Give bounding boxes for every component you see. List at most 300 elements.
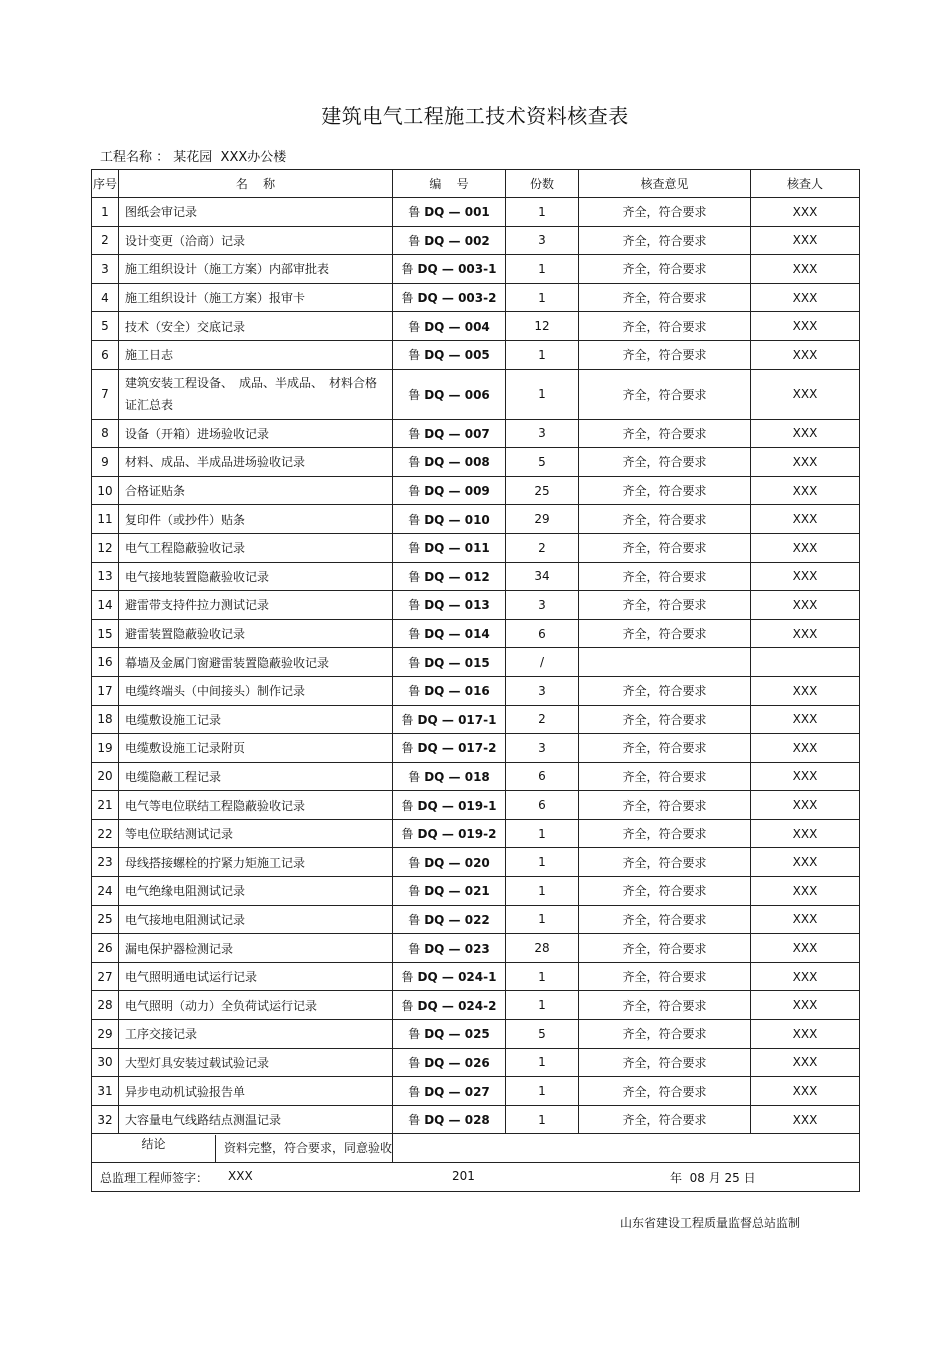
row-seq: 30: [92, 1048, 119, 1077]
row-opinion: 齐全，符合要求: [579, 676, 751, 705]
row-checker: XXX: [751, 340, 860, 369]
row-name: 电缆终端头（中间接头）制作记录: [119, 676, 393, 705]
row-copies: 1: [506, 1077, 579, 1106]
row-copies: 5: [506, 448, 579, 477]
row-checker: XXX: [751, 905, 860, 934]
row-code-prefix: 鲁: [408, 348, 421, 363]
row-code: [393, 312, 506, 341]
row-name: 电气绝缘电阻测试记录: [119, 877, 393, 906]
row-seq: 25: [92, 905, 119, 934]
row-code-prefix: 鲁: [401, 291, 414, 306]
row-copies: 3: [506, 226, 579, 255]
row-code-prefix: 鲁: [408, 387, 421, 402]
row-name: 电缆敷设施工记录附页: [119, 734, 393, 763]
table-row: [92, 991, 860, 1020]
signature-name: XXX: [228, 1169, 253, 1183]
row-opinion: 齐全，符合要求: [579, 226, 751, 255]
row-code: [393, 448, 506, 477]
row-copies: 1: [506, 848, 579, 877]
table-row: [92, 1048, 860, 1077]
row-checker: XXX: [751, 226, 860, 255]
row-code-prefix: 鲁: [408, 912, 421, 927]
row-copies: 28: [506, 934, 579, 963]
row-name: 电缆隐蔽工程记录: [119, 762, 393, 791]
row-code: [393, 562, 506, 591]
row-checker: XXX: [751, 877, 860, 906]
row-code: [393, 762, 506, 791]
row-copies: 29: [506, 505, 579, 534]
row-name: 幕墙及金属门窗避雷装置隐蔽验收记录: [119, 648, 393, 677]
row-opinion: 齐全，符合要求: [579, 734, 751, 763]
row-seq: 19: [92, 734, 119, 763]
row-code: [393, 255, 506, 284]
row-opinion: [579, 648, 751, 677]
row-code-prefix: 鲁: [408, 655, 421, 670]
row-code: [393, 676, 506, 705]
row-code-number: DQ — 005: [424, 348, 490, 363]
row-code-prefix: 鲁: [401, 827, 414, 842]
conclusion-row: [92, 1134, 860, 1163]
row-seq: 17: [92, 676, 119, 705]
row-name: 设计变更（洽商）记录: [119, 226, 393, 255]
table-row: [92, 905, 860, 934]
row-code-number: DQ — 008: [424, 455, 490, 470]
row-seq: 14: [92, 591, 119, 620]
conclusion-label: [92, 1134, 393, 1163]
row-name: 施工日志: [119, 340, 393, 369]
project-label: 工程名称 ：: [100, 150, 170, 165]
row-copies: 1: [506, 283, 579, 312]
row-copies: 5: [506, 1020, 579, 1049]
row-code-number: DQ — 016: [424, 684, 490, 699]
row-seq: 28: [92, 991, 119, 1020]
row-code-number: DQ — 013: [424, 598, 490, 613]
row-checker: XXX: [751, 198, 860, 227]
row-seq: 32: [92, 1105, 119, 1134]
row-seq: 4: [92, 283, 119, 312]
row-code: [393, 705, 506, 734]
row-name: 建筑安装工程设备、 成品、半成品、 材料合格证汇总表: [119, 369, 393, 419]
page-title: 建筑电气工程施工技术资料核查表: [321, 104, 629, 128]
row-code-prefix: 鲁: [408, 319, 421, 334]
row-checker: XXX: [751, 762, 860, 791]
row-checker: XXX: [751, 791, 860, 820]
row-checker: XXX: [751, 1105, 860, 1134]
row-seq: 7: [92, 369, 119, 419]
row-code-number: DQ — 026: [424, 1055, 490, 1070]
row-copies: 1: [506, 1048, 579, 1077]
header-opinion: 核查意见: [579, 170, 751, 198]
row-name: 技术（安全）交底记录: [119, 312, 393, 341]
row-checker: XXX: [751, 1077, 860, 1106]
row-copies: 1: [506, 198, 579, 227]
row-checker: XXX: [751, 705, 860, 734]
row-code-prefix: 鲁: [401, 712, 414, 727]
row-opinion: 齐全，符合要求: [579, 762, 751, 791]
signature-row: [92, 1163, 860, 1192]
row-code: [393, 369, 506, 419]
row-seq: 2: [92, 226, 119, 255]
table-row: [92, 962, 860, 991]
row-copies: 34: [506, 562, 579, 591]
row-opinion: 齐全，符合要求: [579, 905, 751, 934]
row-code: [393, 648, 506, 677]
row-code-number: DQ — 022: [424, 912, 490, 927]
row-copies: 2: [506, 705, 579, 734]
row-seq: 23: [92, 848, 119, 877]
row-copies: 3: [506, 419, 579, 448]
row-opinion: 齐全，符合要求: [579, 448, 751, 477]
table-row: [92, 848, 860, 877]
row-code-number: DQ — 009: [424, 484, 490, 499]
row-code-prefix: 鲁: [408, 1027, 421, 1042]
table-row: [92, 312, 860, 341]
table-row: [92, 676, 860, 705]
row-name: 施工组织设计（施工方案）报审卡: [119, 283, 393, 312]
row-code: [393, 848, 506, 877]
row-copies: 3: [506, 676, 579, 705]
row-code: [393, 877, 506, 906]
row-code-number: DQ — 021: [424, 884, 490, 899]
row-code-number: DQ — 006: [424, 387, 490, 402]
table-row: [92, 419, 860, 448]
row-code-number: DQ — 027: [424, 1084, 490, 1099]
row-copies: 6: [506, 762, 579, 791]
table-row: [92, 705, 860, 734]
row-name: 大容量电气线路结点测温记录: [119, 1105, 393, 1134]
row-opinion: 齐全，符合要求: [579, 255, 751, 284]
row-copies: 3: [506, 734, 579, 763]
row-copies: 1: [506, 905, 579, 934]
row-copies: 1: [506, 877, 579, 906]
row-name: 避雷带支持件拉力测试记录: [119, 591, 393, 620]
row-copies: 1: [506, 369, 579, 419]
conclusion-blank: [393, 1134, 860, 1163]
row-opinion: 齐全，符合要求: [579, 619, 751, 648]
table-row: [92, 1105, 860, 1134]
row-code-prefix: 鲁: [408, 1084, 421, 1099]
row-copies: 6: [506, 791, 579, 820]
row-seq: 9: [92, 448, 119, 477]
table-row: [92, 255, 860, 284]
footer-issuer: 山东省建设工程质量监督总站监制: [620, 1216, 801, 1230]
row-code: [393, 1048, 506, 1077]
row-opinion: 齐全，符合要求: [579, 591, 751, 620]
row-name: 电气等电位联结工程隐蔽验收记录: [119, 791, 393, 820]
row-code-prefix: 鲁: [408, 205, 421, 220]
row-copies: 6: [506, 619, 579, 648]
row-copies: 12: [506, 312, 579, 341]
table-row: [92, 369, 860, 419]
row-opinion: 齐全，符合要求: [579, 1077, 751, 1106]
row-seq: 5: [92, 312, 119, 341]
row-checker: XXX: [751, 1020, 860, 1049]
row-opinion: 齐全，符合要求: [579, 1105, 751, 1134]
row-opinion: 齐全，符合要求: [579, 419, 751, 448]
row-checker: XXX: [751, 476, 860, 505]
row-name: 避雷装置隐蔽验收记录: [119, 619, 393, 648]
row-code-number: DQ — 025: [424, 1027, 490, 1042]
row-code: [393, 476, 506, 505]
row-opinion: 齐全，符合要求: [579, 962, 751, 991]
row-opinion: 齐全，符合要求: [579, 1048, 751, 1077]
row-code-number: DQ — 010: [424, 512, 490, 527]
row-copies: 1: [506, 991, 579, 1020]
row-code-number: DQ — 024-1: [417, 970, 497, 985]
header-code: 编 号: [393, 170, 506, 198]
row-code-number: DQ — 007: [424, 426, 490, 441]
row-code: [393, 283, 506, 312]
row-name: 大型灯具安装过载试验记录: [119, 1048, 393, 1077]
row-code: [393, 419, 506, 448]
row-seq: 10: [92, 476, 119, 505]
row-code: [393, 1020, 506, 1049]
row-checker: XXX: [751, 934, 860, 963]
row-code: [393, 226, 506, 255]
row-checker: XXX: [751, 283, 860, 312]
row-code-prefix: 鲁: [401, 970, 414, 985]
row-copies: 1: [506, 819, 579, 848]
row-code-number: DQ — 001: [424, 205, 490, 220]
row-seq: 12: [92, 533, 119, 562]
row-code: [393, 991, 506, 1020]
row-seq: 20: [92, 762, 119, 791]
row-name: 图纸会审记录: [119, 198, 393, 227]
row-checker: XXX: [751, 312, 860, 341]
row-checker: XXX: [751, 676, 860, 705]
row-checker: XXX: [751, 848, 860, 877]
row-code-number: DQ — 003-2: [417, 291, 497, 306]
row-code-prefix: 鲁: [408, 684, 421, 699]
row-code: [393, 962, 506, 991]
table-row: [92, 762, 860, 791]
row-opinion: 齐全，符合要求: [579, 340, 751, 369]
row-seq: 8: [92, 419, 119, 448]
table-header-row: [92, 170, 860, 198]
row-opinion: 齐全，符合要求: [579, 791, 751, 820]
conclusion-label-text: 结论: [141, 1136, 166, 1151]
row-seq: 22: [92, 819, 119, 848]
row-checker: XXX: [751, 533, 860, 562]
row-name: 材料、成品、半成品进场验收记录: [119, 448, 393, 477]
row-code: [393, 505, 506, 534]
row-name: 电缆敷设施工记录: [119, 705, 393, 734]
row-name: 漏电保护器检测记录: [119, 934, 393, 963]
row-code-prefix: 鲁: [401, 262, 414, 277]
row-name: 设备（开箱）进场验收记录: [119, 419, 393, 448]
row-checker: XXX: [751, 419, 860, 448]
row-opinion: 齐全，符合要求: [579, 533, 751, 562]
row-code-number: DQ — 019-1: [417, 798, 497, 813]
row-copies: 1: [506, 340, 579, 369]
header-seq: 序号: [92, 170, 119, 198]
row-code-number: DQ — 017-2: [417, 741, 497, 756]
row-seq: 1: [92, 198, 119, 227]
row-code-number: DQ — 017-1: [417, 712, 497, 727]
row-code-prefix: 鲁: [408, 1113, 421, 1128]
row-code: [393, 819, 506, 848]
row-name: 等电位联结测试记录: [119, 819, 393, 848]
row-copies: 2: [506, 533, 579, 562]
row-code-prefix: 鲁: [408, 569, 421, 584]
row-opinion: 齐全，符合要求: [579, 476, 751, 505]
row-seq: 27: [92, 962, 119, 991]
row-checker: XXX: [751, 369, 860, 419]
row-seq: 16: [92, 648, 119, 677]
row-code-prefix: 鲁: [408, 884, 421, 899]
row-code-prefix: 鲁: [408, 855, 421, 870]
row-name: 电气照明（动力）全负荷试运行记录: [119, 991, 393, 1020]
row-copies: 1: [506, 255, 579, 284]
row-checker: XXX: [751, 255, 860, 284]
row-code-number: DQ — 014: [424, 627, 490, 642]
table-row: [92, 791, 860, 820]
row-seq: 29: [92, 1020, 119, 1049]
header-copies: 份数: [506, 170, 579, 198]
project-value: 某花园 XXX办公楼: [173, 150, 287, 165]
row-name: 合格证贴条: [119, 476, 393, 505]
conclusion-text: 资料完整，符合要求，同意验收: [215, 1135, 392, 1162]
row-opinion: 齐全，符合要求: [579, 705, 751, 734]
header-name: 名 称: [119, 170, 393, 198]
row-seq: 13: [92, 562, 119, 591]
row-opinion: 齐全，符合要求: [579, 505, 751, 534]
row-code-number: DQ — 015: [424, 655, 490, 670]
table-row: [92, 819, 860, 848]
row-seq: 21: [92, 791, 119, 820]
row-name: 母线搭接螺栓的拧紧力矩施工记录: [119, 848, 393, 877]
row-seq: 24: [92, 877, 119, 906]
signature-cell: [92, 1163, 860, 1192]
row-name: 工序交接记录: [119, 1020, 393, 1049]
inspection-table: [91, 169, 860, 1192]
row-code-number: DQ — 019-2: [417, 827, 497, 842]
row-code-prefix: 鲁: [408, 233, 421, 248]
table-row: [92, 1077, 860, 1106]
row-seq: 3: [92, 255, 119, 284]
row-seq: 15: [92, 619, 119, 648]
header-checker: 核查人: [751, 170, 860, 198]
row-opinion: 齐全，符合要求: [579, 877, 751, 906]
table-row: [92, 877, 860, 906]
row-name: 电气照明通电试运行记录: [119, 962, 393, 991]
row-code-prefix: 鲁: [408, 484, 421, 499]
row-opinion: 齐全，符合要求: [579, 283, 751, 312]
row-opinion: 齐全，符合要求: [579, 848, 751, 877]
row-opinion: 齐全，符合要求: [579, 819, 751, 848]
row-name: 电气工程隐蔽验收记录: [119, 533, 393, 562]
table-row: [92, 340, 860, 369]
row-opinion: 齐全，符合要求: [579, 562, 751, 591]
row-opinion: 齐全，符合要求: [579, 991, 751, 1020]
row-code: [393, 198, 506, 227]
row-checker: XXX: [751, 1048, 860, 1077]
row-opinion: 齐全，符合要求: [579, 369, 751, 419]
row-code: [393, 619, 506, 648]
row-code-number: DQ — 012: [424, 569, 490, 584]
table-row: [92, 283, 860, 312]
table-row: [92, 505, 860, 534]
row-copies: 1: [506, 962, 579, 991]
row-code-prefix: 鲁: [401, 998, 414, 1013]
row-code: [393, 791, 506, 820]
table-row: [92, 562, 860, 591]
row-opinion: 齐全，符合要求: [579, 934, 751, 963]
table-row: [92, 619, 860, 648]
signature-year: 201: [452, 1169, 475, 1183]
row-code: [393, 591, 506, 620]
table-row: [92, 1020, 860, 1049]
row-seq: 11: [92, 505, 119, 534]
row-code-prefix: 鲁: [408, 541, 421, 556]
row-code-prefix: 鲁: [401, 798, 414, 813]
row-code-number: DQ — 018: [424, 769, 490, 784]
row-code-prefix: 鲁: [408, 426, 421, 441]
table-row: [92, 934, 860, 963]
row-name: 电气接地电阻测试记录: [119, 905, 393, 934]
row-code-prefix: 鲁: [401, 741, 414, 756]
row-copies: 3: [506, 591, 579, 620]
row-checker: XXX: [751, 819, 860, 848]
row-copies: 25: [506, 476, 579, 505]
table-row: [92, 533, 860, 562]
row-checker: XXX: [751, 562, 860, 591]
row-opinion: 齐全，符合要求: [579, 1020, 751, 1049]
row-seq: 6: [92, 340, 119, 369]
project-name-line: [100, 146, 286, 165]
row-seq: 18: [92, 705, 119, 734]
signature-label: 总监理工程师签字：: [100, 1171, 209, 1185]
row-code-number: DQ — 023: [424, 941, 490, 956]
row-opinion: 齐全，符合要求: [579, 198, 751, 227]
row-code-number: DQ — 028: [424, 1113, 490, 1128]
row-code-number: DQ — 002: [424, 233, 490, 248]
table-row: [92, 448, 860, 477]
row-seq: 26: [92, 934, 119, 963]
row-checker: XXX: [751, 448, 860, 477]
table-row: [92, 198, 860, 227]
row-checker: XXX: [751, 619, 860, 648]
signature-date: 年 08 月 25 日: [670, 1171, 756, 1185]
row-name: 施工组织设计（施工方案）内部审批表: [119, 255, 393, 284]
row-checker: XXX: [751, 991, 860, 1020]
row-code-number: DQ — 024-2: [417, 998, 497, 1013]
row-code-number: DQ — 011: [424, 541, 490, 556]
row-code: [393, 905, 506, 934]
row-code-prefix: 鲁: [408, 941, 421, 956]
row-seq: 31: [92, 1077, 119, 1106]
row-checker: XXX: [751, 962, 860, 991]
row-name: 复印件（或抄件）贴条: [119, 505, 393, 534]
row-code: [393, 734, 506, 763]
row-name: 异步电动机试验报告单: [119, 1077, 393, 1106]
row-copies: /: [506, 648, 579, 677]
row-code-number: DQ — 003-1: [417, 262, 497, 277]
row-code-number: DQ — 004: [424, 319, 490, 334]
row-code-number: DQ — 020: [424, 855, 490, 870]
row-code: [393, 533, 506, 562]
row-name: 电气接地装置隐蔽验收记录: [119, 562, 393, 591]
table-row: [92, 476, 860, 505]
row-code-prefix: 鲁: [408, 512, 421, 527]
row-code-prefix: 鲁: [408, 1055, 421, 1070]
table-row: [92, 648, 860, 677]
row-code: [393, 340, 506, 369]
row-code-prefix: 鲁: [408, 769, 421, 784]
row-checker: XXX: [751, 591, 860, 620]
row-code-prefix: 鲁: [408, 627, 421, 642]
row-checker: XXX: [751, 505, 860, 534]
